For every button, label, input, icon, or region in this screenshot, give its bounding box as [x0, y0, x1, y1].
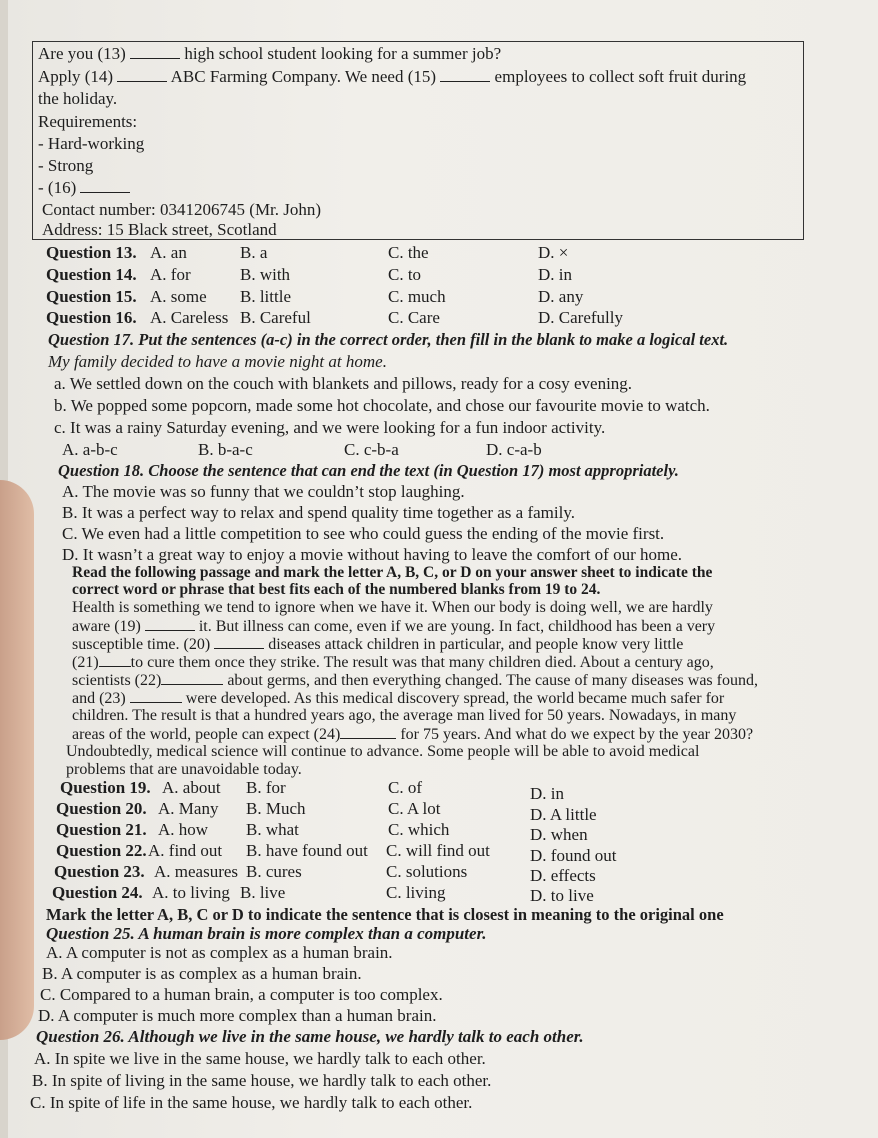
q22-label: Question 22.	[56, 841, 147, 860]
q13-option-a: A. an	[150, 243, 187, 262]
q13-option-c: C. the	[388, 243, 429, 262]
blank-23	[130, 688, 182, 703]
blank-22	[161, 670, 223, 685]
ad-text: ABC Farming Company. We need (15)	[170, 67, 437, 86]
blank-24	[340, 724, 396, 739]
ad-text: employees to collect soft fruit during	[494, 67, 747, 86]
passage-line-4: (21) to cure them once they strike. The result was that many children died. About a century ago,	[72, 654, 714, 671]
q15-option-b: B. little	[240, 287, 291, 306]
passage-line-2: aware (19) it. But illness can come, even if we are young. In fact, childhood has been a very	[72, 618, 716, 635]
q14-option-d: D. in	[538, 265, 572, 284]
q24-option-b: B. live	[240, 883, 286, 902]
passage-instruction-2: correct word or phrase that best fits each of the numbered blanks from 19 to 24.	[72, 581, 601, 598]
q13-label: Question 13.	[46, 243, 137, 262]
q16-option-c: C. Care	[388, 308, 440, 327]
q23-option-c: C. solutions	[386, 862, 468, 881]
q19-option-b: B. for	[246, 778, 286, 797]
passage-instruction-1: Read the following passage and mark the letter A, B, C, or D on your answer sheet to indicate the	[72, 564, 713, 581]
q18-option-c: C. We even had a little competition to see who could guess the ending of the movie first.	[62, 524, 665, 543]
q23-option-b: B. cures	[246, 862, 302, 881]
q17-sentence-a: a. We settled down on the couch with blankets and pillows, ready for a cosy evening.	[54, 374, 633, 393]
q20-option-a: A. Many	[158, 799, 219, 818]
q19-option-d: D. in	[530, 784, 564, 803]
q23-option-a: A. measures	[154, 862, 239, 881]
q15-label: Question 15.	[46, 287, 137, 306]
q14-option-b: B. with	[240, 265, 291, 284]
q26-option-c: C. In spite of life in the same house, we hardly talk to each other.	[30, 1093, 473, 1112]
passage-line-10: problems that are unavoidable today.	[66, 761, 302, 778]
q21-option-a: A. how	[158, 820, 209, 839]
q19-label: Question 19.	[60, 778, 151, 797]
q22-option-d: D. found out	[530, 846, 617, 865]
ad-contact: Contact number: 0341206745 (Mr. John)	[42, 200, 322, 219]
q20-option-c: C. A lot	[388, 799, 441, 818]
q23-option-d: D. effects	[530, 866, 596, 885]
blank-19	[145, 616, 195, 631]
q17-option-c: C. c-b-a	[344, 440, 399, 459]
q20-option-d: D. A little	[530, 805, 597, 824]
q22-option-c: C. will find out	[386, 841, 490, 860]
q24-label: Question 24.	[52, 883, 143, 902]
passage-line-8: areas of the world, people can expect (24) for 75 years. And what do we expect by the year 2030?	[72, 726, 754, 743]
q13-option-b: B. a	[240, 243, 268, 262]
ad-line-3: the holiday.	[38, 89, 118, 108]
q15-option-a: A. some	[150, 287, 207, 306]
mark-instruction: Mark the letter A, B, C or D to indicate the sentence that is closest in meaning to the original one	[46, 905, 724, 924]
q20-option-b: B. Much	[246, 799, 306, 818]
q17-title: Question 17. Put the sentences (a-c) in the correct order, then fill in the blank to make a logical text.	[48, 330, 729, 349]
q16-option-b: B. Careful	[240, 308, 311, 327]
q20-label: Question 20.	[56, 799, 147, 818]
passage-line-1: Health is something we tend to ignore when we have it. When our body is doing well, we are hardly	[72, 599, 713, 616]
q15-option-d: D. any	[538, 287, 584, 306]
ad-line-1	[38, 44, 501, 64]
q25-option-a: A. A computer is not as complex as a human brain.	[46, 943, 393, 962]
q21-label: Question 21.	[56, 820, 147, 839]
q24-option-d: D. to live	[530, 886, 594, 905]
q21-option-d: D. when	[530, 825, 588, 844]
q25-option-b: B. A computer is as complex as a human brain.	[42, 964, 362, 983]
q16-option-a: A. Careless	[150, 308, 229, 327]
ad-requirements: Requirements:	[38, 112, 138, 131]
q14-option-c: C. to	[388, 265, 422, 284]
q17-option-a: A. a-b-c	[62, 440, 118, 459]
blank-21	[99, 652, 131, 667]
blank-13	[130, 44, 180, 59]
q18-option-a: A. The movie was so funny that we couldn’t stop laughing.	[62, 482, 465, 501]
q14-label: Question 14.	[46, 265, 137, 284]
ad-address: Address: 15 Black street, Scotland	[42, 220, 277, 239]
q13-option-d: D. ×	[538, 243, 569, 262]
blank-16	[80, 178, 130, 193]
ad-text: high school student looking for a summer job?	[184, 44, 502, 63]
q18-option-b: B. It was a perfect way to relax and spend quality time together as a family.	[62, 503, 575, 522]
passage-line-9: Undoubtedly, medical science will continue to advance. Some people will be able to avoid medical	[66, 743, 700, 760]
thumb	[0, 480, 34, 1040]
q25-title: Question 25. A human brain is more complex than a computer.	[46, 924, 487, 943]
q15-option-c: C. much	[388, 287, 446, 306]
q26-option-b: B. In spite of living in the same house, we hardly talk to each other.	[32, 1071, 492, 1090]
q19-option-a: A. about	[162, 778, 221, 797]
q16-label: Question 16.	[46, 308, 137, 327]
q25-option-d: D. A computer is much more complex than a human brain.	[38, 1006, 437, 1025]
passage-line-7: children. The result is that a hundred years ago, the average man lived for 50 years. Nowadays, in many	[72, 707, 737, 724]
ad-text: - (16)	[38, 178, 77, 197]
q25-option-c: C. Compared to a human brain, a computer is too complex.	[40, 985, 443, 1004]
q22-option-b: B. have found out	[246, 841, 368, 860]
blank-14	[117, 67, 167, 82]
q21-option-c: C. which	[388, 820, 450, 839]
q19-option-c: C. of	[388, 778, 422, 797]
q24-option-a: A. to living	[152, 883, 230, 902]
q18-title: Question 18. Choose the sentence that can end the text (in Question 17) most appropriately.	[58, 461, 679, 480]
ad-req-3	[38, 178, 130, 198]
q17-sentence-b: b. We popped some popcorn, made some hot chocolate, and chose our favourite movie to watch.	[54, 396, 710, 415]
q24-option-c: C. living	[386, 883, 446, 902]
q23-label: Question 23.	[54, 862, 145, 881]
q17-option-d: D. c-a-b	[486, 440, 542, 459]
q26-option-a: A. In spite we live in the same house, we hardly talk to each other.	[34, 1049, 486, 1068]
q16-option-d: D. Carefully	[538, 308, 623, 327]
q21-option-b: B. what	[246, 820, 299, 839]
ad-line-2	[38, 67, 746, 87]
ad-req-1: - Hard-working	[38, 134, 145, 153]
q17-option-b: B. b-a-c	[198, 440, 253, 459]
passage-line-3: susceptible time. (20) diseases attack children in particular, and people know very little	[72, 636, 684, 653]
q26-title: Question 26. Although we live in the same house, we hardly talk to each other.	[36, 1027, 584, 1046]
blank-15	[440, 67, 490, 82]
q22-option-a: A. find out	[148, 841, 223, 860]
ad-text: Apply (14)	[38, 67, 114, 86]
passage-line-5: scientists (22) about germs, and then everything changed. The cause of many diseases was found,	[72, 672, 758, 689]
ad-text: Are you (13)	[38, 44, 126, 63]
q17-sentence-c: c. It was a rainy Saturday evening, and we were looking for a fun indoor activity.	[54, 418, 606, 437]
q14-option-a: A. for	[150, 265, 191, 284]
ad-req-2: - Strong	[38, 156, 94, 175]
passage-line-6: and (23) were developed. As this medical discovery spread, the world became much safer for	[72, 690, 725, 707]
q18-option-d: D. It wasn’t a great way to enjoy a movie without having to leave the comfort of our home.	[62, 545, 683, 564]
blank-20	[214, 634, 264, 649]
q17-intro: My family decided to have a movie night at home.	[48, 352, 387, 371]
